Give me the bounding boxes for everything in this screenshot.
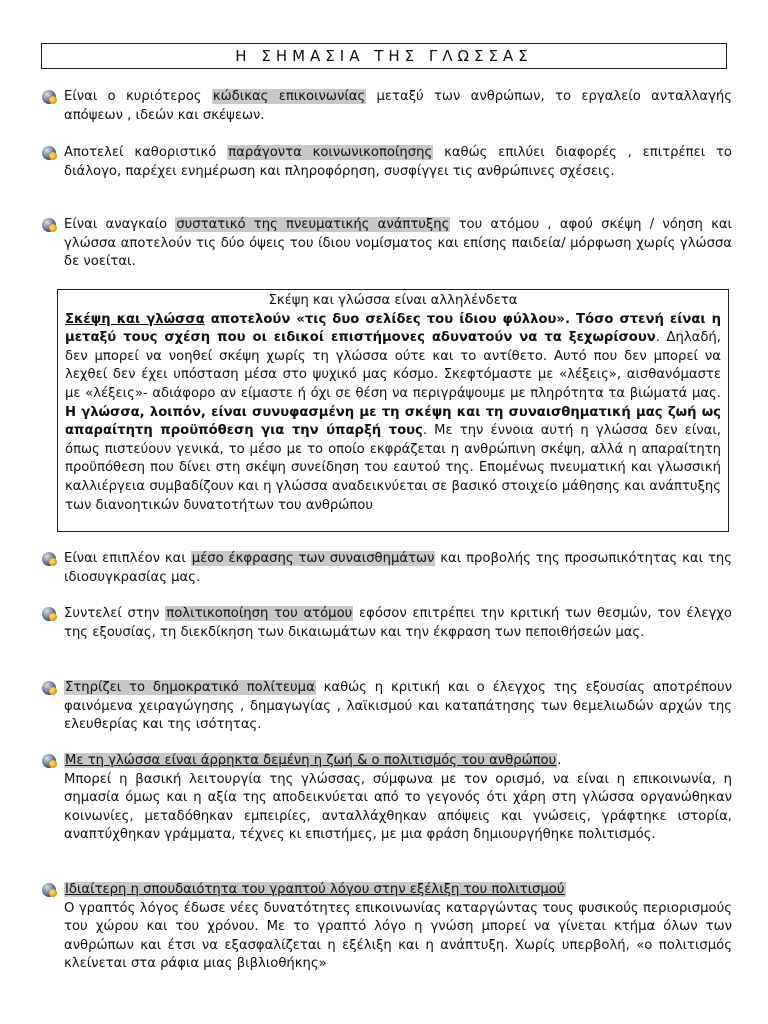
bullet-text: καθώς η κριτική και ο έλεγχος της εξουσίας αποτρέπουν φαινόμενα χειραγώγησης , δημαγωγίας , λαϊκισμού και καταπάτησης των θεμελιωδών αρχών της ελευθερίας και της ισότητας. xyxy=(64,680,732,733)
box-caption: Σκέψη και γλώσσα είναι αλληλένδετα xyxy=(268,293,518,308)
page-title-text: Η ΣΗΜΑΣΙΑ ΤΗΣ ΓΛΩΣΣΑΣ xyxy=(235,47,533,65)
box-text: . Δηλαδή, δεν μπορεί να νοηθεί σκέψη χωρίς τη γλώσσα ούτε και το αντίθετο. Αυτό που δεν μπορεί να λεχθεί δεν έχει υπόσταση μέσα στο ψυχικό μας κόσμο. Σκεφτόμαστε με «λέξεις», αισθανόμαστε με «λέξεις»- αδιάφορο αν είμαστε ή όχι σε θέση να περιγράψουμε με πληρότητα τα βιώματά μας. xyxy=(65,330,721,401)
bullet-text: Είναι αναγκαίο xyxy=(64,217,176,232)
bullet-ball-icon xyxy=(42,883,56,897)
highlighted-phrase: Στηρίζει το δημοκρατικό πολίτευμα xyxy=(65,680,315,695)
highlighted-phrase: κώδικας επικοινωνίας xyxy=(212,89,366,104)
highlighted-heading: Ιδιαίτερη η σπουδαιότητα του γραπτού λόγου στην εξέλιξη του πολιτισμού xyxy=(65,882,565,897)
bullet-item-spiritual-development xyxy=(42,216,732,272)
bullet-text: Συντελεί στην xyxy=(64,606,166,621)
bullet-ball-icon xyxy=(42,552,56,566)
bullet-ball-icon xyxy=(42,754,56,768)
bullet-item-politicization xyxy=(42,605,732,642)
bullet-ball-icon xyxy=(42,218,56,232)
bullet-ball-icon xyxy=(42,607,56,621)
bullet-item-communication xyxy=(42,88,732,125)
bullet-text: Είναι ο κυριότερος xyxy=(64,89,212,104)
bullet-ball-icon xyxy=(42,146,56,160)
box-bold-text: αποτελούν «τις δυο σελίδες του ίδιου φύλλου». Τόσο στενή είναι η μεταξύ τους σχέση που οι ειδικοί επιστήμονες αδυνατούν να τα ξεχωρίσουν xyxy=(65,311,722,346)
highlighted-phrase: μέσο έκφρασης των συναισθημάτων xyxy=(191,551,435,566)
bullet-ball-icon xyxy=(42,681,56,695)
bullet-text: μεταξύ των ανθρώπων, το εργαλείο ανταλλαγής απόψεων , ιδεών και σκέψεων. xyxy=(64,89,733,123)
thought-language-box xyxy=(57,289,729,532)
box-bold-text: Η γλώσσα, λοιπόν, είναι συνυφασμένη με τη σκέψη και τη συναισθηματική μας ζωή ως απαραίτητη προϋπόθεση για την ύπαρξή τους xyxy=(65,404,721,439)
bullet-item-life-civilization xyxy=(42,752,732,845)
bullet-text: εφόσον επιτρέπει την κριτική των θεσμών, τον έλεγχο της εξουσίας, τη διεκδίκηση των δικαιωμάτων και την έκφραση των πεποιθήσεών μας. xyxy=(64,606,732,640)
bullet-text: Αποτελεί καθοριστικό xyxy=(64,145,228,160)
box-underlined-phrase: Σκέψη και γλώσσα xyxy=(65,311,205,327)
bullet-item-written-word xyxy=(42,881,732,974)
bullet-text: . xyxy=(557,753,562,768)
highlighted-phrase: παράγοντα κοινωνικοποίησης xyxy=(228,145,433,160)
bullet-item-socialization xyxy=(42,144,732,181)
bullet-text: Μπορεί η βασική λειτουργία της γλώσσας, σύμφωνα με τον ορισμό, να είναι η επικοινωνία, η σημασία όμως και η αξία της αποδεικνύεται από το γεγονός ότι χάρη στη γλώσσα οργανώθηκαν κοινωνίες, μεταδόθηκαν εμπειρίες, ανταλλάχθηκαν απόψεις και γνώσεις, γράφτηκε ιστορία, αναπτύχθηκαν γράμματα, τέχνες κι επιστήμες, με μια φράση δημιουργήθηκε πολιτισμός. xyxy=(64,771,732,843)
bullet-text: Είναι επιπλέον και xyxy=(64,551,191,566)
bullet-item-democracy xyxy=(42,679,732,735)
highlighted-phrase: πολιτικοποίηση του ατόμου xyxy=(166,606,353,621)
box-text: . Με την έννοια αυτή η γλώσσα δεν είναι, όπως πιστεύουν γενικά, το μέσο με το οποίο εκφράζεται η ανθρώπινη σκέψη, αλλά η απαραίτητη προϋπόθεση που δίνει στη σκέψη συνείδηση του εαυτού της. Επομένως πνευματική και γλωσσική καλλιέργεια συμβαδίζουν και η γλώσσα αναδεικνύεται σε βασικό στοιχείο μάθησης και ανάπτυξης των διανοητικών δυνατοτήτων του ανθρώπου xyxy=(65,423,721,513)
highlighted-heading: Με τη γλώσσα είναι άρρηκτα δεμένη η ζωή & ο πολιτισμός του ανθρώπου xyxy=(65,753,557,768)
bullet-item-emotions xyxy=(42,550,732,587)
bullet-text: Ο γραπτός λόγος έδωσε νέες δυνατότητες επικοινωνίας καταργώντας τους φυσικούς περιορισμούς του χώρου και του χρόνου. Με το γραπτό λόγο η γνώση μπορεί να γίνεται κτήμα όλων των ανθρώπων και έτσι να εξασφαλίζεται η εξέλιξη και η ανάπτυξη. Χωρίς υπερβολή, «ο πολιτισμός κλείνεται στα ράφια μιας βιβλιοθήκης» xyxy=(64,900,732,972)
bullet-ball-icon xyxy=(42,90,56,104)
bullet-text: του ατόμου , αφού σκέψη / νόηση και γλώσσα αποτελούν τις δύο όψεις του ίδιου νομίσματος και επίσης παιδεία/ μόρφωση χωρίς γλώσσα δε νοείται. xyxy=(64,217,732,270)
bullet-text: καθώς επιλύει διαφορές , επιτρέπει το διάλογο, παρέχει ενημέρωση και πληροφόρηση, συσφίγγει τις ανθρώπινες σχέσεις. xyxy=(64,145,732,179)
page-title xyxy=(41,43,727,69)
bullet-text: και προβολής της προσωπικότητας και της ιδιοσυγκρασίας μας. xyxy=(64,551,732,585)
highlighted-phrase: συστατικό της πνευματικής ανάπτυξης xyxy=(176,217,450,232)
